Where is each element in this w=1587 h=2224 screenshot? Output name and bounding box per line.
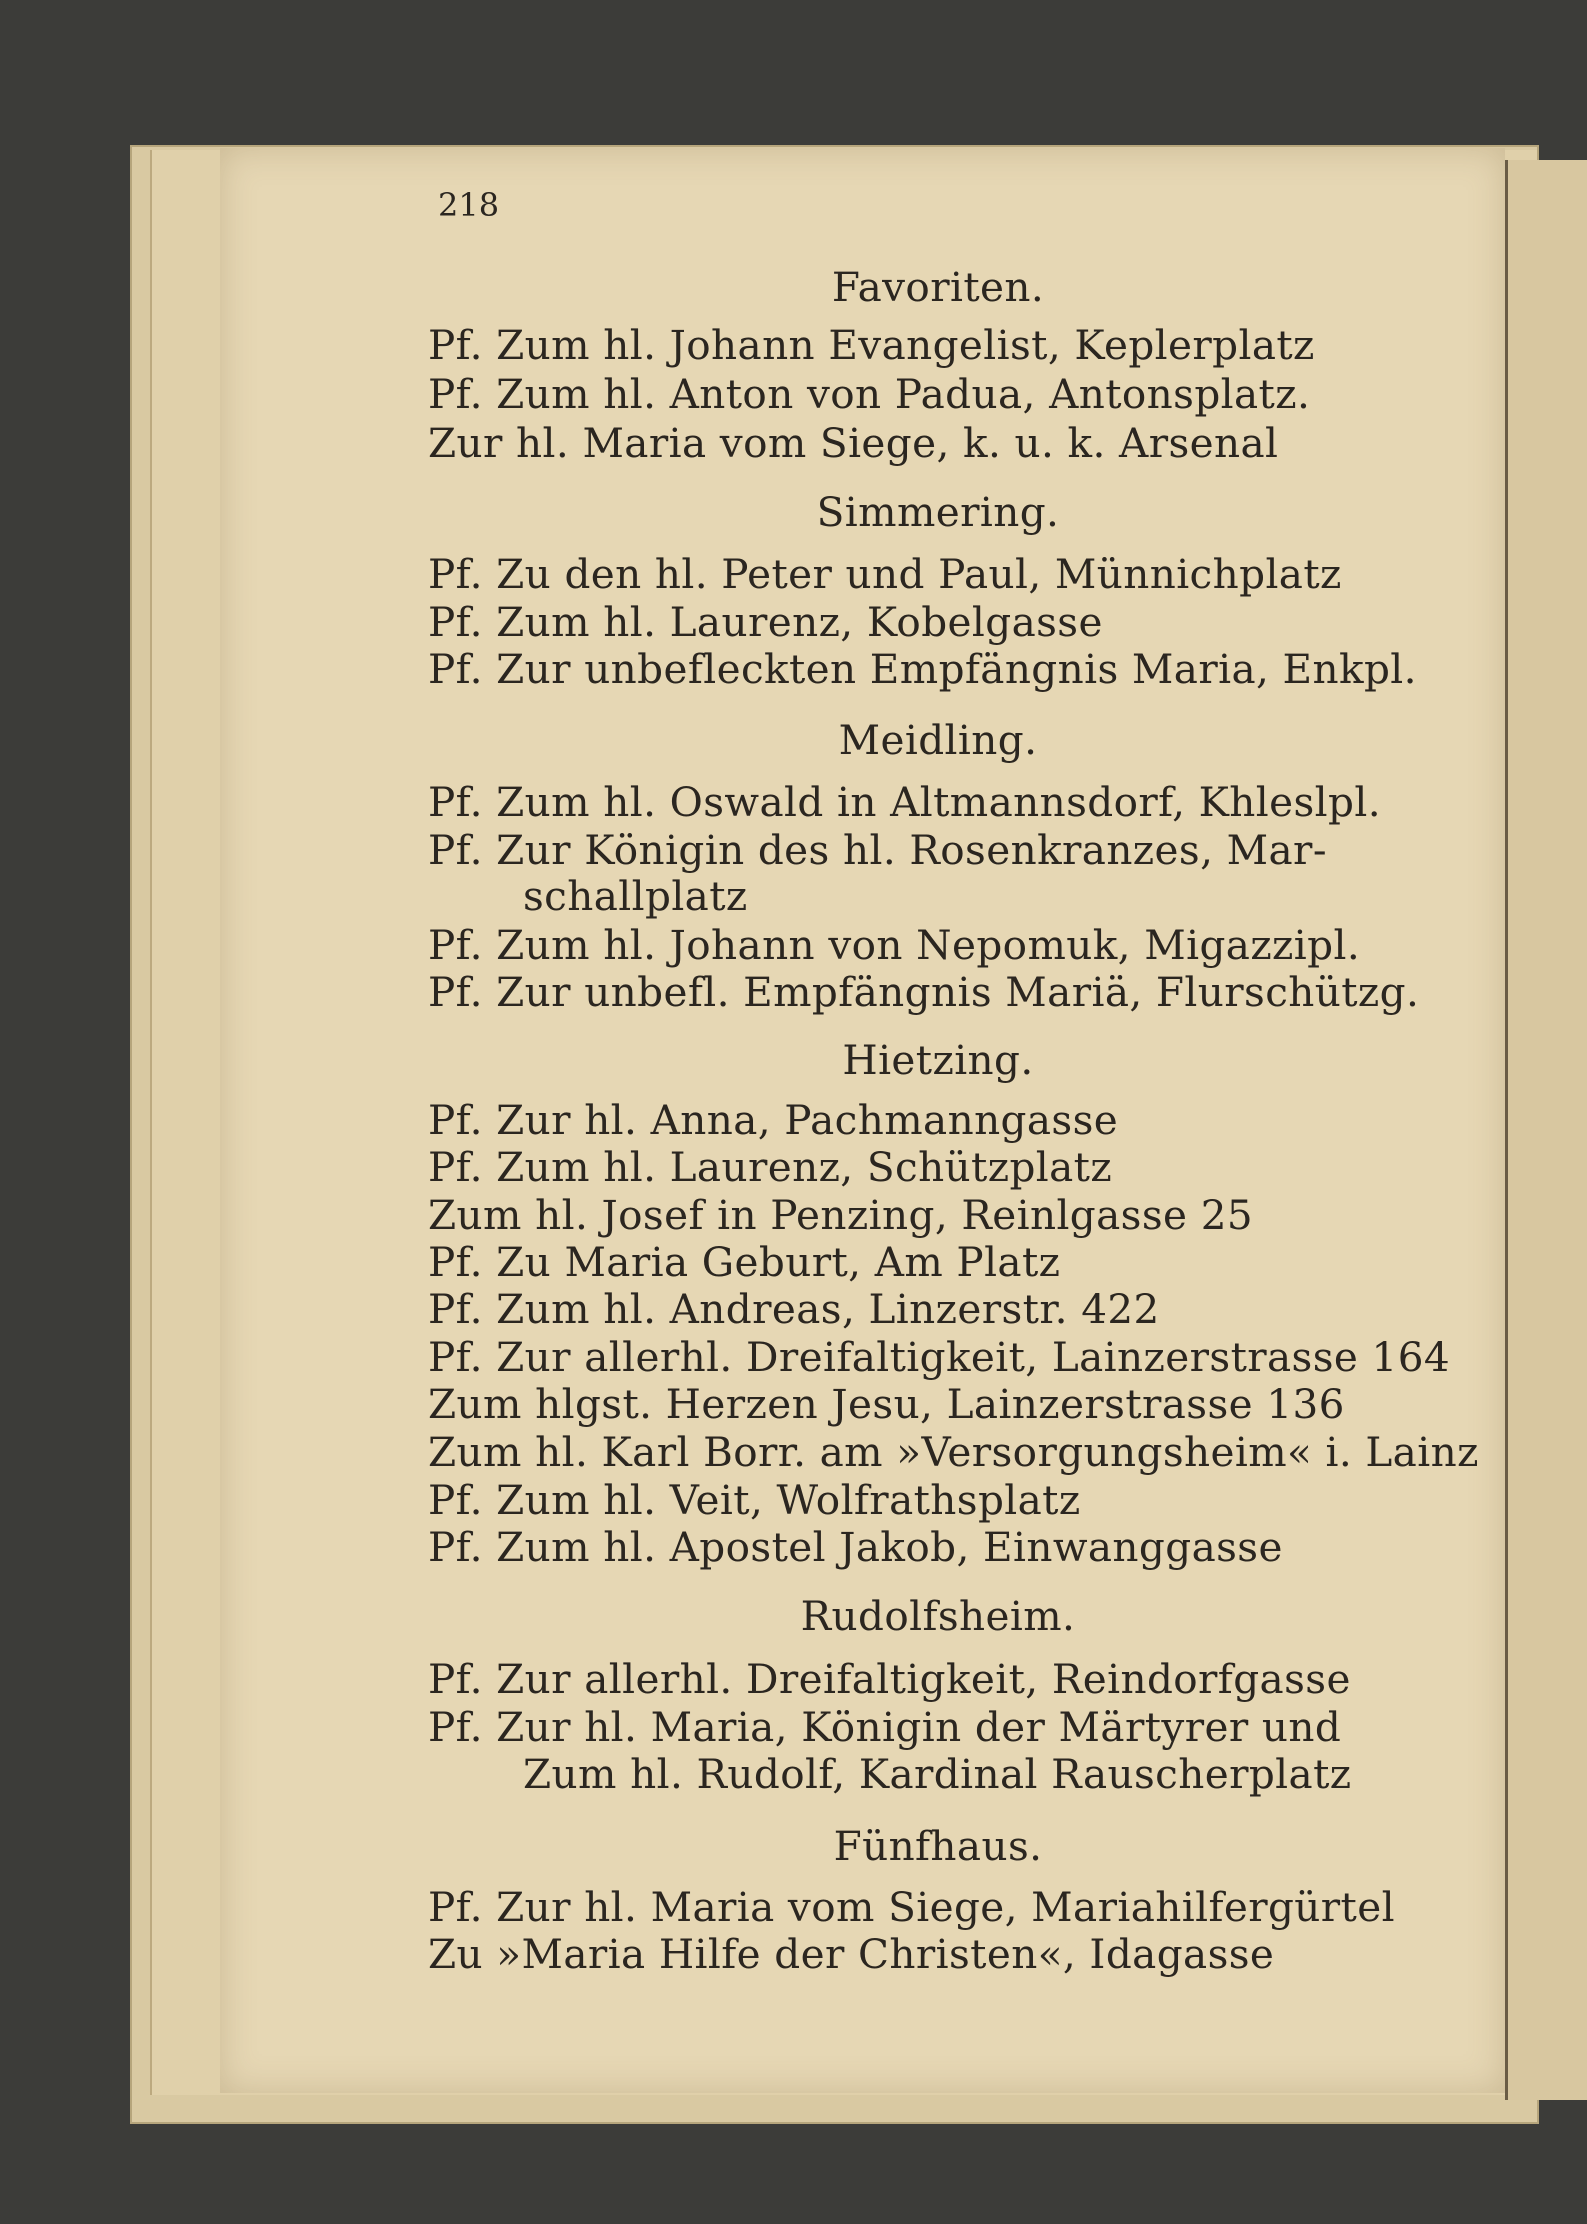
entry-line: Pf. Zu den hl. Peter und Paul, Münnichplatz (428, 550, 1342, 598)
section-heading-rudolfsheim: Rudolfsheim. (800, 1592, 1076, 1640)
entry-line: Pf. Zum hl. Johann von Nepomuk, Migazzipl. (428, 921, 1361, 969)
entry-line: Pf. Zu Maria Geburt, Am Platz (428, 1238, 1061, 1286)
entry-line: Pf. Zur unbefleckten Empfängnis Maria, Enkpl. (428, 645, 1417, 693)
page-number: 218 (438, 186, 500, 224)
entry-line: Pf. Zur Königin des hl. Rosenkranzes, Mar- (428, 826, 1327, 874)
entry-line: Pf. Zum hl. Andreas, Linzerstr. 422 (428, 1285, 1160, 1333)
entry-line: Pf. Zum hl. Johann Evangelist, Keplerplatz (428, 321, 1315, 369)
entry-line: Pf. Zur hl. Anna, Pachmanngasse (428, 1096, 1119, 1144)
section-heading-simmering: Simmering. (816, 488, 1060, 536)
entry-line: Pf. Zum hl. Laurenz, Kobelgasse (428, 598, 1103, 646)
entry-line-continued: Zum hl. Rudolf, Kardinal Rauscherplatz (523, 1750, 1352, 1798)
entry-line-continued: schallplatz (523, 872, 748, 920)
entry-line: Zur hl. Maria vom Siege, k. u. k. Arsenal (428, 419, 1279, 467)
entry-line: Pf. Zur unbefl. Empfängnis Mariä, Flurschützg. (428, 968, 1420, 1016)
entry-line: Pf. Zum hl. Veit, Wolfrathsplatz (428, 1476, 1081, 1524)
entry-line: Pf. Zum hl. Oswald in Altmannsdorf, Khleslpl. (428, 778, 1381, 826)
section-heading-meidling: Meidling. (838, 716, 1038, 764)
entry-line: Pf. Zur hl. Maria vom Siege, Mariahilfergürtel (428, 1883, 1395, 1931)
section-heading-fuenfhaus: Fünfhaus. (833, 1822, 1043, 1870)
section-heading-hietzing: Hietzing. (842, 1036, 1034, 1084)
entry-line: Pf. Zum hl. Laurenz, Schützplatz (428, 1143, 1113, 1191)
entry-line: Pf. Zur allerhl. Dreifaltigkeit, Reindorfgasse (428, 1655, 1351, 1703)
entry-line: Pf. Zum hl. Apostel Jakob, Einwanggasse (428, 1523, 1283, 1571)
entry-line: Zu »Maria Hilfe der Christen«, Idagasse (428, 1930, 1275, 1978)
section-heading-favoriten: Favoriten. (831, 263, 1045, 311)
entry-line: Pf. Zur allerhl. Dreifaltigkeit, Lainzerstrasse 164 (428, 1333, 1451, 1381)
facing-page-edge (1505, 160, 1587, 2100)
entry-line: Pf. Zur hl. Maria, Königin der Märtyrer und (428, 1703, 1342, 1751)
entry-line: Zum hlgst. Herzen Jesu, Lainzerstrasse 136 (428, 1380, 1345, 1428)
entry-line: Zum hl. Josef in Penzing, Reinlgasse 25 (428, 1191, 1254, 1239)
entry-line: Pf. Zum hl. Anton von Padua, Antonsplatz. (428, 370, 1311, 418)
entry-line: Zum hl. Karl Borr. am »Versorgungsheim« i. Lainz (428, 1428, 1479, 1476)
